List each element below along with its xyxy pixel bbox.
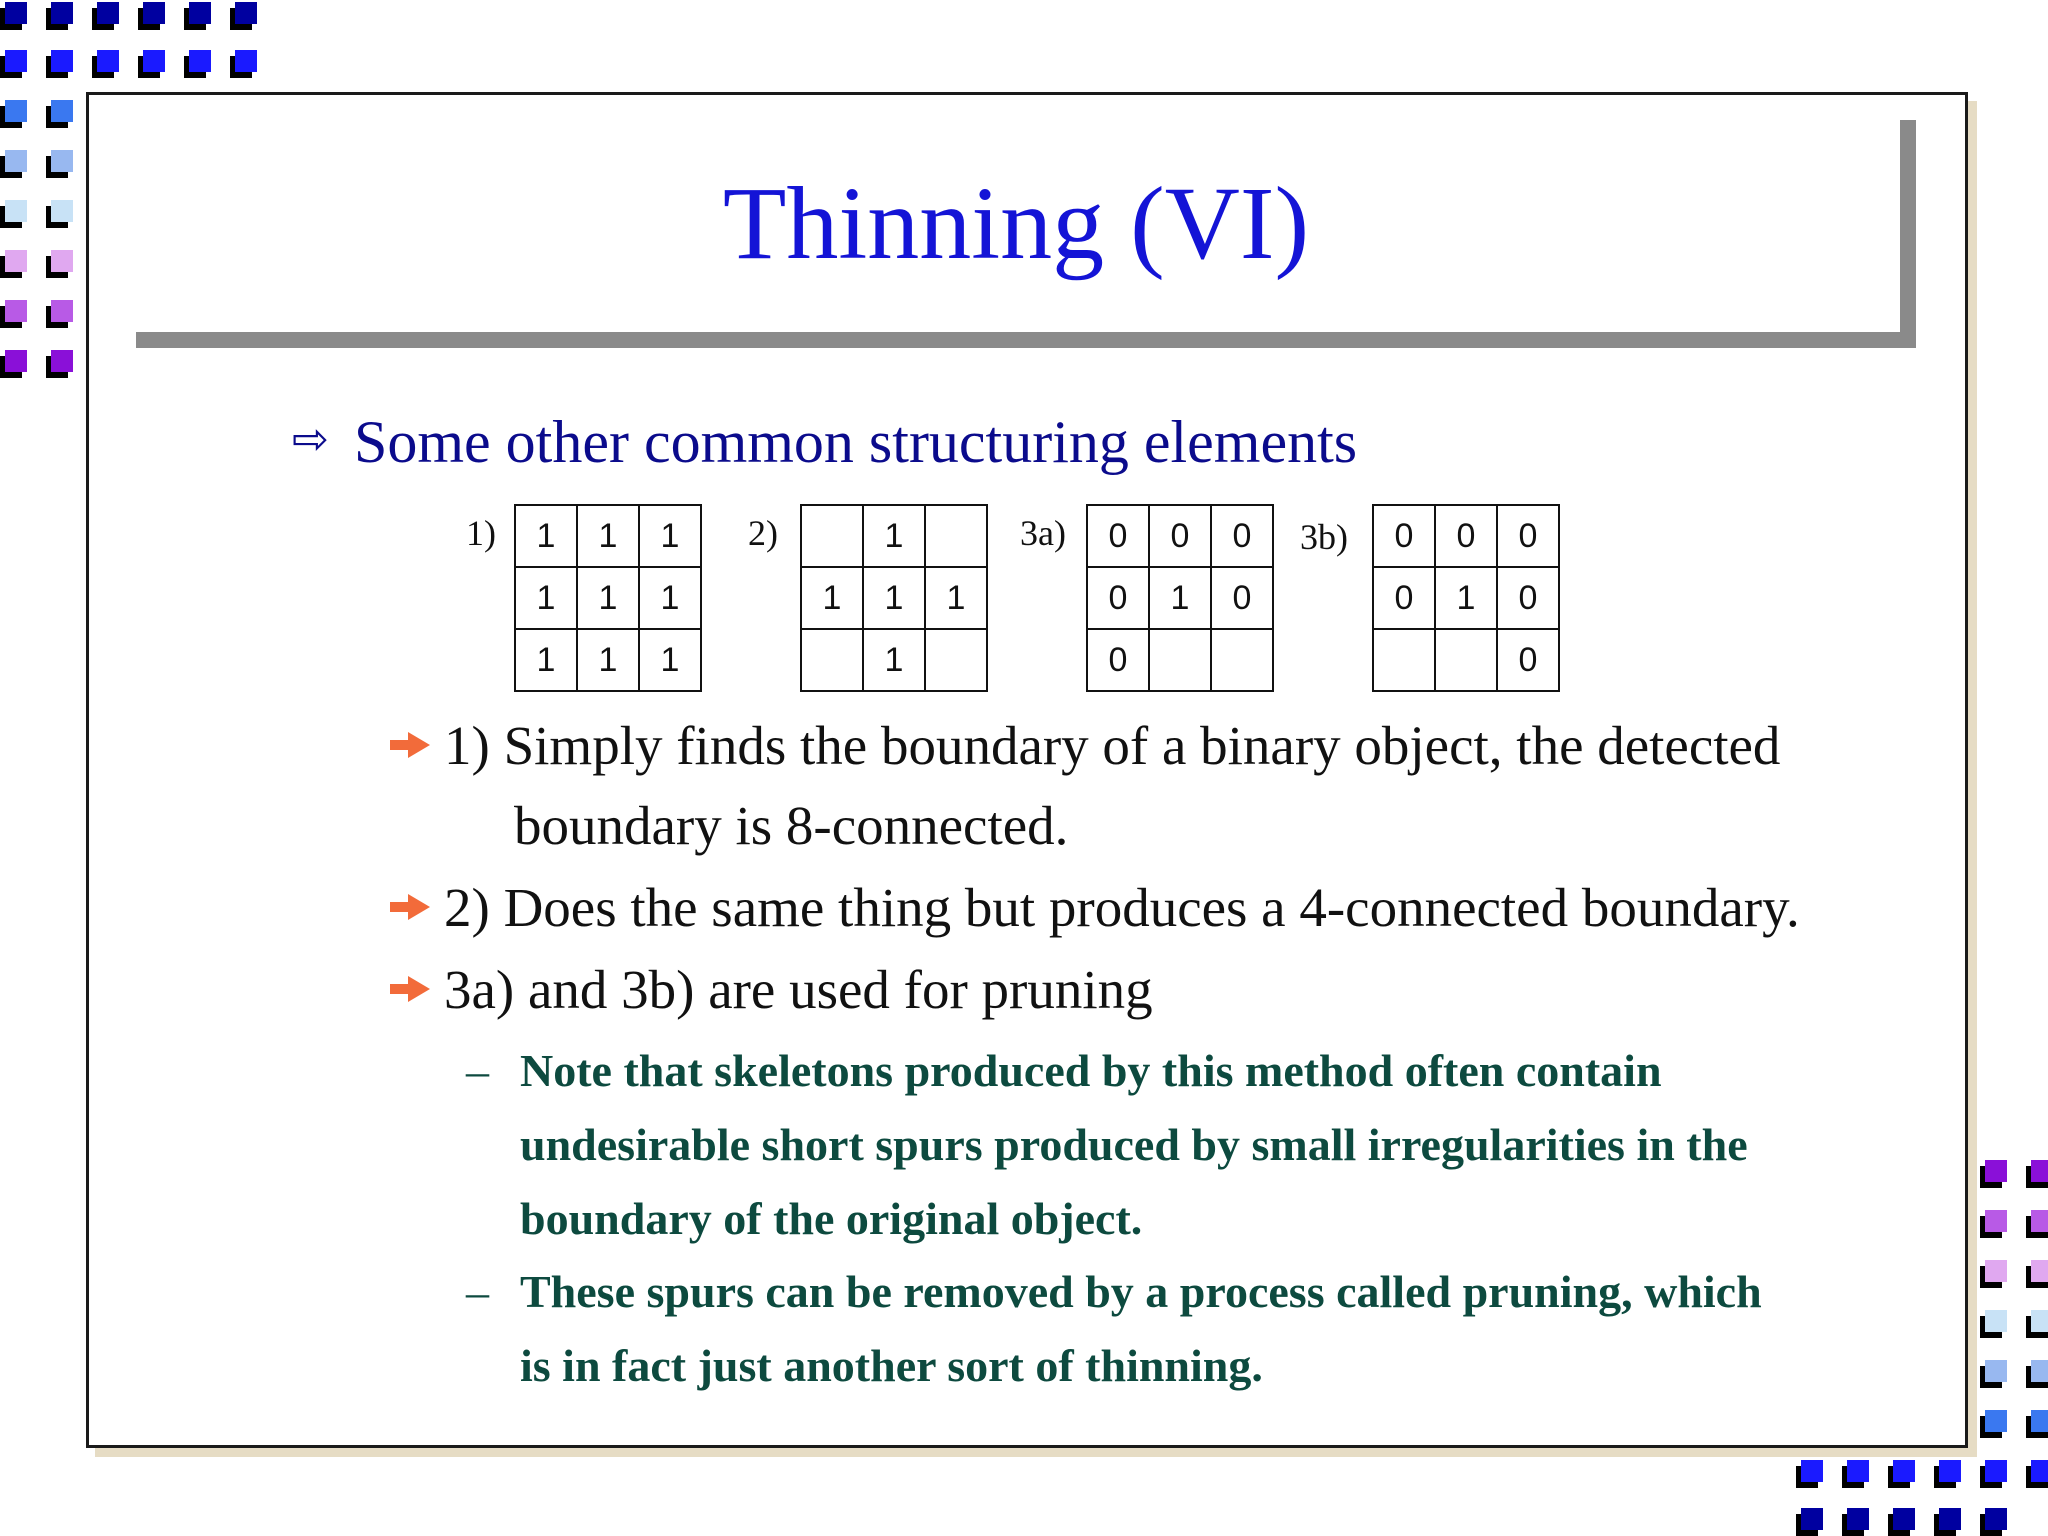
grid-cell: 1: [863, 629, 925, 691]
structuring-element-grid-3a: [1086, 504, 1274, 692]
grid-cell: [1373, 629, 1435, 691]
grid-cell: 0: [1149, 505, 1211, 567]
grid-cell: 1: [925, 567, 987, 629]
grid-cell: 0: [1497, 629, 1559, 691]
grid-cell: 0: [1087, 629, 1149, 691]
note-2-line-1: These spurs can be removed by a process called pruning, which: [520, 1266, 1762, 1317]
grid-cell: 1: [577, 567, 639, 629]
grid-cell: 1: [515, 505, 577, 567]
grid-cell: [801, 629, 863, 691]
grid-cell: 0: [1373, 567, 1435, 629]
grid-cell: [1211, 629, 1273, 691]
grid-cell: [1149, 629, 1211, 691]
point-2: [444, 868, 1800, 948]
grid-cell: 0: [1211, 567, 1273, 629]
structuring-element-grid-1: [514, 504, 702, 692]
grid-cell: 1: [863, 567, 925, 629]
grid-cell: 1: [1149, 567, 1211, 629]
grid-cell: 0: [1373, 505, 1435, 567]
grid-cell: 1: [639, 629, 701, 691]
grid-cell: 1: [1435, 567, 1497, 629]
grid-label-2: 2): [748, 513, 778, 553]
point-1-continuation: [514, 786, 1068, 866]
structuring-element-grid-3b: [1372, 504, 1560, 692]
main-bullet: [292, 408, 1357, 477]
note-2: [466, 1255, 1920, 1403]
grid-cell: 0: [1087, 567, 1149, 629]
slide-title: Thinning (VI): [722, 166, 1310, 281]
dash-bullet: –: [466, 1266, 489, 1317]
point-2-line-1: 2) Does the same thing but produces a 4-connected boundary.: [444, 877, 1800, 938]
grid-cell: [1435, 629, 1497, 691]
point-1-line-1: 1) Simply finds the boundary of a binary object, the detected: [444, 715, 1781, 776]
point-3: [444, 950, 1153, 1030]
orange-arrow-icon: [390, 732, 430, 758]
note-1-line-2: undesirable short spurs produced by small irregularities in the: [520, 1119, 1748, 1170]
grid-cell: 1: [639, 505, 701, 567]
structuring-element-grid-2: [800, 504, 988, 692]
grid-cell: 0: [1497, 505, 1559, 567]
grid-cell: 1: [577, 505, 639, 567]
grid-cell: 1: [515, 629, 577, 691]
grid-cell: 1: [577, 629, 639, 691]
main-bullet-text: Some other common structuring elements: [354, 409, 1358, 475]
grid-label-3b: 3b): [1300, 517, 1348, 557]
grid-cell: [925, 505, 987, 567]
grid-label-3a: 3a): [1020, 513, 1066, 553]
grid-label-1: 1): [466, 513, 496, 553]
point-1-line-2: boundary is 8-connected.: [514, 795, 1069, 856]
dash-bullet: –: [466, 1045, 489, 1096]
grid-cell: 1: [863, 505, 925, 567]
orange-arrow-icon: [390, 894, 430, 920]
grid-cell: 1: [639, 567, 701, 629]
point-3-line-1: 3a) and 3b) are used for pruning: [444, 959, 1153, 1020]
grid-cell: 0: [1087, 505, 1149, 567]
note-1-line-1: Note that skeletons produced by this method often contain: [520, 1045, 1662, 1096]
grid-cell: 0: [1497, 567, 1559, 629]
grid-cell: 1: [515, 567, 577, 629]
note-1-line-3: boundary of the original object.: [520, 1193, 1143, 1244]
orange-arrow-icon: [390, 976, 430, 1002]
grid-cell: 1: [801, 567, 863, 629]
note-1: [466, 1034, 1920, 1256]
grid-cell: 0: [1211, 505, 1273, 567]
hollow-right-arrow-icon: ⇨: [292, 414, 329, 465]
point-1: [444, 706, 1780, 786]
note-2-line-2: is in fact just another sort of thinning.: [520, 1340, 1263, 1391]
grid-cell: [925, 629, 987, 691]
grid-cell: 0: [1435, 505, 1497, 567]
grid-cell: [801, 505, 863, 567]
